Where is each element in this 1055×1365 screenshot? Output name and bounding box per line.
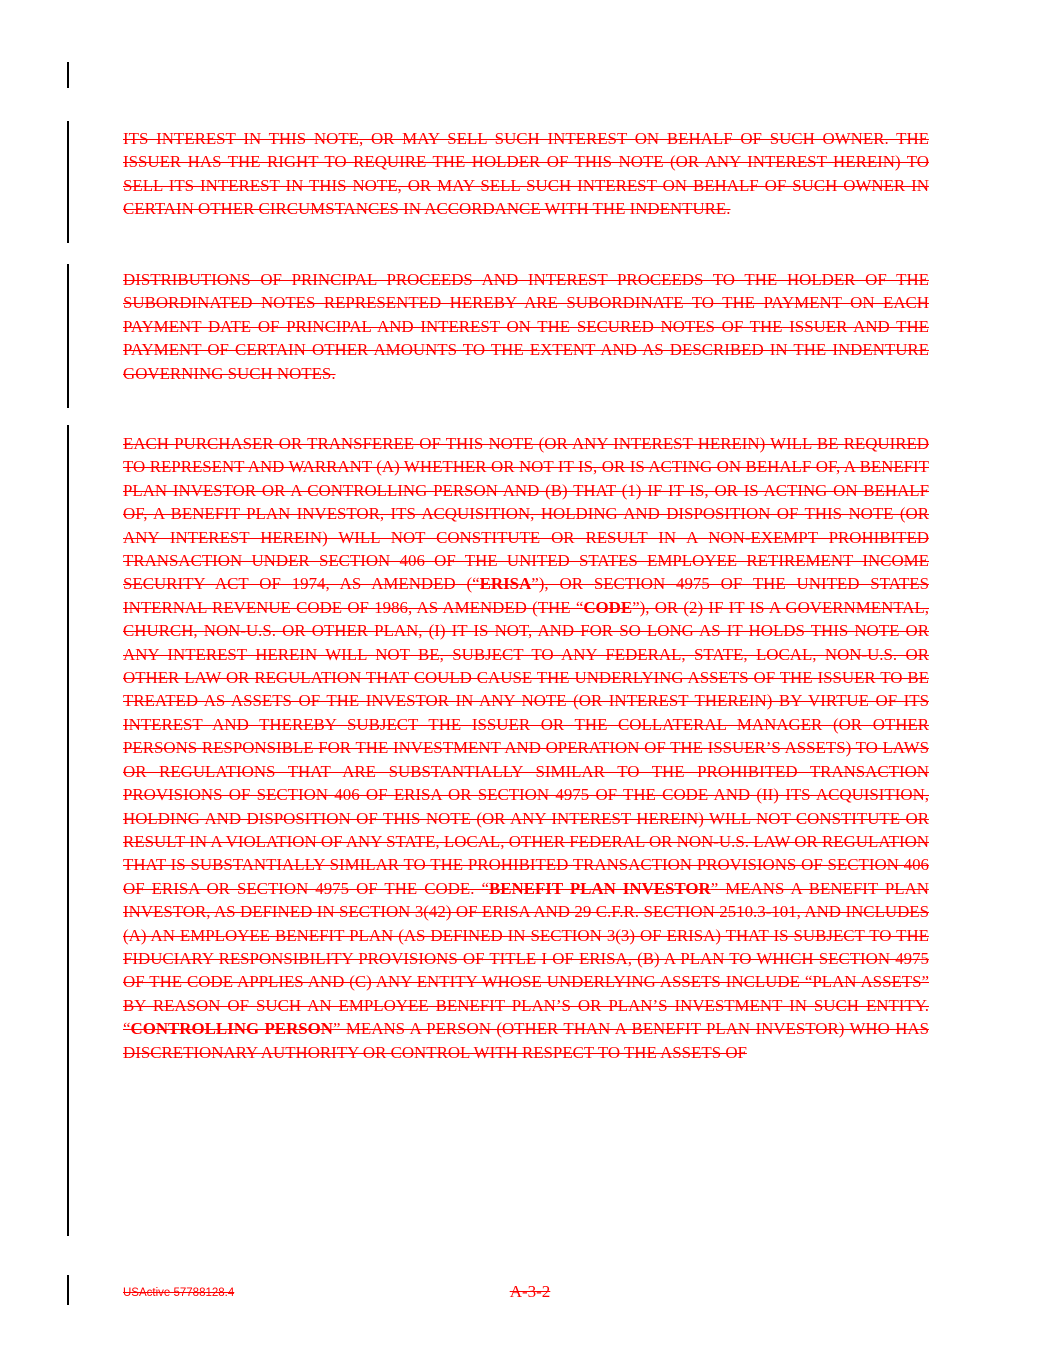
paragraph-subordination [123,268,929,385]
change-bar-paragraph-3 [67,425,69,1236]
paragraph-text: ”), OR (2) IF IT IS A GOVERNMENTAL, CHURCH, NON-U.S. OR OTHER PLAN, (I) IT IS NOT, AND FOR SO LONG AS IT HOLDS THIS NOTE OR ANY INTEREST HEREIN WILL NOT BE, SUBJECT TO ANY FEDERAL, STATE, LOCAL, NON-U.S. OR OTHER LAW OR REGULATION THAT COULD CAUSE THE UNDERLYING ASSETS OF THE ISSUER TO BE TREATED AS ASSETS OF THE INVESTOR IN ANY NOTE (OR INTEREST THEREIN) BY VIRTUE OF ITS INTEREST AND THEREBY SUBJECT THE ISSUER OR THE COLLATERAL MANAGER (OR OTHER PERSONS RESPONSIBLE FOR THE INVESTMENT AND OPERATION OF THE ISSUER’S ASSETS) TO LAWS OR REGULATIONS THAT ARE SUBSTANTIALLY SIMILAR TO THE PROHIBITED TRANSACTION PROVISIONS OF SECTION 406 OF ERISA OR SECTION 4975 OF THE CODE AND (II) ITS ACQUISITION, HOLDING AND DISPOSITION OF THIS NOTE (OR ANY INTEREST HEREIN) WILL NOT CONSTITUTE OR RESULT IN A VIOLATION OF ANY STATE, LOCAL, OTHER FEDERAL OR NON-U.S. LAW OR REGULATION THAT IS SUBSTANTIALLY SIMILAR TO THE PROHIBITED TRANSACTION PROVISIONS OF SECTION 406 OF ERISA OR SECTION 4975 OF THE CODE. “ [123,597,929,898]
paragraph-erisa-representation [123,432,929,1064]
footer-document-id: USActive 57788128.4 [123,1287,235,1299]
paragraph-text: EACH PURCHASER OR TRANSFEREE OF THIS NOTE (OR ANY INTEREST HEREIN) WILL BE REQUIRED TO REPRESENT AND WARRANT (A) WHETHER OR NOT IT IS, OR IS ACTING ON BEHALF OF, A BENEFIT PLAN INVESTOR OR A CONTROLLING PERSON AND (B) THAT (1) IF IT IS, OR IS ACTING ON BEHALF OF, A BENEFIT PLAN INVESTOR, ITS ACQUISITION, HOLDING AND DISPOSITION OF THIS NOTE (OR ANY INTEREST HEREIN) WILL NOT CONSTITUTE OR RESULT IN A NON-EXEMPT PROHIBITED TRANSACTION UNDER SECTION 406 OF THE UNITED STATES EMPLOYEE RETIREMENT INCOME SECURITY ACT OF 1974, AS AMENDED (“ [123,434,929,594]
paragraph-text: ”), OR SECTION 4975 OF THE UNITED STATES INTERNAL REVENUE CODE OF 1986, AS AMENDED (THE “ [123,574,929,617]
defined-term: CONTROLLING PERSON [130,1019,333,1039]
change-bar-footer [67,1275,69,1305]
change-bar-paragraph-1 [67,121,69,243]
defined-term: BENEFIT PLAN INVESTOR [488,878,711,898]
paragraph-text: ” MEANS A BENEFIT PLAN INVESTOR, AS DEFINED IN SECTION 3(42) OF ERISA AND 29 C.F.R. SECTION 2510.3-101, AND INCLUDES (A) AN EMPLOYEE BENEFIT PLAN (AS DEFINED IN SECTION 3(3) OF ERISA) THAT IS SUBJECT TO THE FIDUCIARY RESPONSIBILITY PROVISIONS OF TITLE I OF ERISA, (B) A PLAN TO WHICH SECTION 4975 OF THE CODE APPLIES AND (C) ANY ENTITY WHOSE UNDERLYING ASSETS INCLUDE “PLAN ASSETS” BY REASON OF SUCH AN EMPLOYEE BENEFIT PLAN’S OR PLAN’S INVESTMENT IN SUCH ENTITY. “ [123,878,929,1039]
paragraph-text: ITS INTEREST IN THIS NOTE, OR MAY SELL SUCH INTEREST ON BEHALF OF SUCH OWNER. THE ISSUER HAS THE RIGHT TO REQUIRE THE HOLDER OF THIS NOTE (OR ANY INTEREST HEREIN) TO SELL ITS INTEREST IN THIS NOTE, OR MAY SELL SUCH INTEREST ON BEHALF OF SUCH OWNER IN CERTAIN OTHER CIRCUMSTANCES IN ACCORDANCE WITH THE INDENTURE. [123,129,929,219]
defined-term: CODE [583,597,633,617]
change-bar-top [67,62,69,88]
page-number: A-3-2 [509,1282,551,1301]
paragraph-text: ” MEANS A PERSON (OTHER THAN A BENEFIT PLAN INVESTOR) WHO HAS DISCRETIONARY AUTHORITY OR CONTROL WITH RESPECT TO THE ASSETS OF [123,1019,929,1062]
defined-term: ERISA [479,574,532,594]
paragraph-text: DISTRIBUTIONS OF PRINCIPAL PROCEEDS AND INTEREST PROCEEDS TO THE HOLDER OF THE SUBORDINATED NOTES REPRESENTED HEREBY ARE SUBORDINATE TO THE PAYMENT ON EACH PAYMENT DATE OF PRINCIPAL AND INTEREST ON THE SECURED NOTES OF THE ISSUER AND THE PAYMENT OF CERTAIN OTHER AMOUNTS TO THE EXTENT AND AS DESCRIBED IN THE INDENTURE GOVERNING SUCH NOTES. [123,270,929,383]
change-bar-paragraph-2 [67,264,69,408]
paragraph-transfer-restriction [123,127,929,221]
